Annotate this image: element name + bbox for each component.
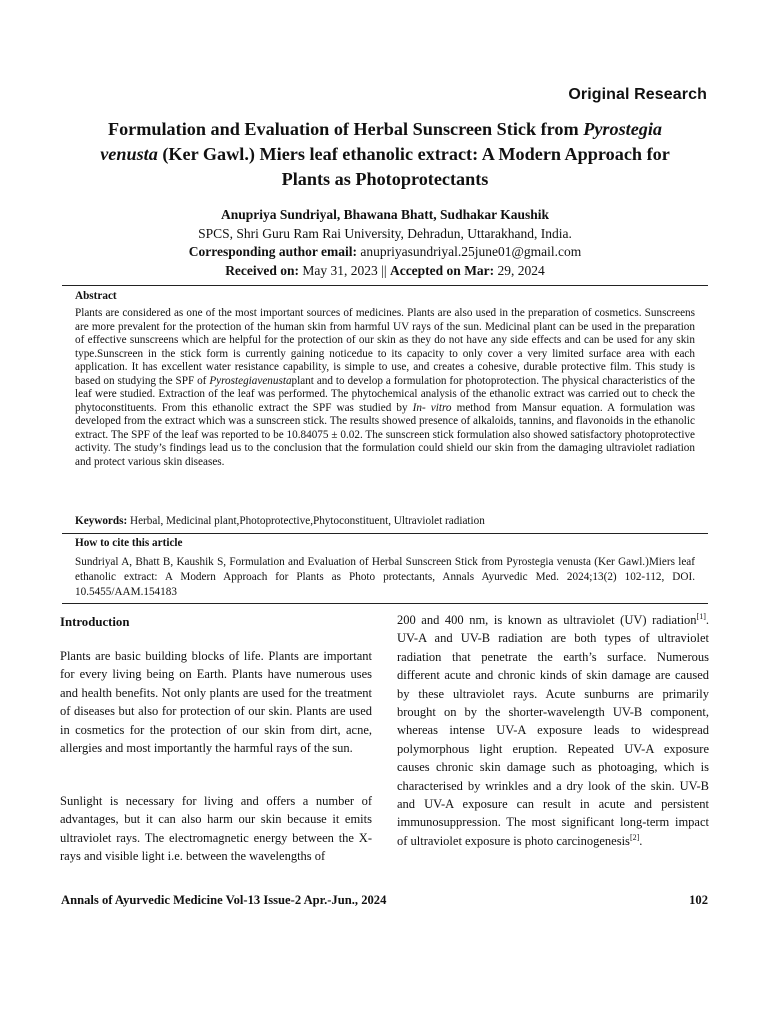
title-part-2: (Ker Gawl.) Miers leaf ethanolic extract: A Modern Approach for xyxy=(157,144,670,164)
abstract-text-c: method from Mansur equation. A formulation was developed from the extract which was a sunscreen stick. The results showed presence of alkaloids, tannins, and flavonoids in the ethanolic extract. The SPF of the leaf was reported to be 10.84075 ± 0.02. The sunscreen stick formulation also showed satisfactory photoprotective activity. The study’s findings lead us to the conclusion that the formulation could shield our skin from the damaging ultraviolet radiation and protect various skin diseases. xyxy=(75,401,695,468)
article-title xyxy=(62,117,708,192)
email-label: Corresponding author email: xyxy=(188,244,357,259)
paragraph-3-c: . xyxy=(639,833,643,848)
reference-1[interactable]: [1] xyxy=(696,611,706,621)
abstract-species: Pyrostegiavenusta xyxy=(209,374,292,387)
keywords-list: Herbal, Medicinal plant,Photoprotective,Phytoconstituent, Ultraviolet radiation xyxy=(130,515,485,527)
intro-paragraph-1: Plants are basic building blocks of life. Plants are important for every living being on Earth. Plants have numerous uses and health benefits. Not only plants are used for the treatment of diseases but also for protection of our skin. Plants are used in cosmetics for the protection of our skin from dirt, acne, allergies and most importantly the harmful rays of the sun. xyxy=(60,649,372,756)
accepted-date: 29, 2024 xyxy=(497,263,545,278)
footer-journal-info: Annals of Ayurvedic Medicine Vol-13 Issue-2 Apr.-Jun., 2024 xyxy=(61,893,387,907)
title-species: venusta xyxy=(100,144,158,164)
corresponding-email-line xyxy=(62,242,708,261)
email-address[interactable]: anupriyasundriyal.25june01@gmail.com xyxy=(360,244,582,259)
title-part-1: Formulation and Evaluation of Herbal Sunscreen Stick from xyxy=(107,119,584,139)
paragraph-3-b: . UV-A and UV-B radiation are both types of ultraviolet radiation that penetrate the earth’s surface. Numerous different acute and chronic kinds of skin damage are caused by these ultraviolet rays. Acute sunburns are primarily brought on by the shorter-wavelength UV-B component, whereas intense UV-A exposure leads to widespread polymorphous light eruption. Repeated UV-A exposure causes chronic skin damage such as photoaging, which is characterised by wrinkles and a dry look of the skin. UV-B and UV-A exposure can result in acute and persistent immunosuppression. The most significant long-term impact of ultraviolet exposure is photo carcinogenesis xyxy=(397,613,709,848)
page-number: 102 xyxy=(689,893,708,907)
section-label: Original Research xyxy=(568,86,707,103)
title-genus: Pyrostegia xyxy=(583,119,663,139)
citation-heading: How to cite this article xyxy=(75,537,183,549)
reference-2[interactable]: [2] xyxy=(629,832,640,842)
abstract-text-b: plant and to develop a formulation for photoprotection. The physical characteristics of the leaf were studied. Extraction of the leaf was performed. The phytochemical analysis of the ethanolic extract was carried out to check the phytoconstituents. From this ethanolic extract the SPF was studied by xyxy=(75,374,695,414)
abstract-in-vitro: In- vitro xyxy=(412,401,452,414)
abstract-top-rule xyxy=(62,285,708,286)
dates-line xyxy=(62,261,708,280)
received-date: May 31, 2023 xyxy=(302,263,378,278)
accepted-label: Accepted on Mar: xyxy=(389,263,495,278)
intro-paragraph-2: Sunlight is necessary for living and offers a number of advantages, but it can also harm our skin because it emits ultraviolet rays. The electromagnetic energy between the X-rays and visible light i.e. between the wavelengths of xyxy=(60,794,372,864)
abstract-heading: Abstract xyxy=(75,290,117,302)
introduction-heading: Introduction xyxy=(60,615,130,629)
abstract-text-a: Plants are considered as one of the most important sources of medicines. Plants are also used in the preparation of cosmetics. Sunscreens are more prevalent for the protection of the human skin from harmful UV rays of the sun. Medicinal plant can be used in the preparation of effective sunscreens which are helpful for the protection of our skin as they do not have any side effects and can be used for any skin type.Sunscreen in the stick form is currently gaining noticedue to its capacity to only cover a very limited surface area with each application. It has excellent water resistance capability, is simple to use, and creates a cohesive, durable protective film. This study is based on studying the SPF of xyxy=(75,307,695,387)
intro-paragraph-3 xyxy=(397,611,709,850)
author-list: Anupriya Sundriyal, Bhawana Bhatt, Sudhakar Kaushik xyxy=(220,207,549,222)
paragraph-3-a: 200 and 400 nm, is known as ultraviolet (UV) radiation xyxy=(397,613,697,627)
keywords-label: Keywords: xyxy=(75,515,128,527)
date-separator: || xyxy=(381,263,387,278)
received-label: Received on: xyxy=(225,263,300,278)
affiliation: SPCS, Shri Guru Ram Rai University, Dehradun, Uttarakhand, India. xyxy=(198,226,572,241)
citation-text: Sundriyal A, Bhatt B, Kaushik S, Formulation and Evaluation of Herbal Sunscreen Stick from Pyrostegia venusta (Ker Gawl.)Miers leaf ethanolic extract: A Modern Approach for Plants as Photo protectants, Annals Ayurvedic Med. 2024;13(2) 102-112, DOI. 10.5455/AAM.154183 xyxy=(75,556,695,598)
abstract-text xyxy=(75,307,695,469)
citation-bottom-rule xyxy=(62,603,708,604)
title-line-3: Plants as Photoprotectants xyxy=(281,169,489,189)
keywords-line xyxy=(75,514,695,529)
citation-top-rule xyxy=(62,533,708,534)
